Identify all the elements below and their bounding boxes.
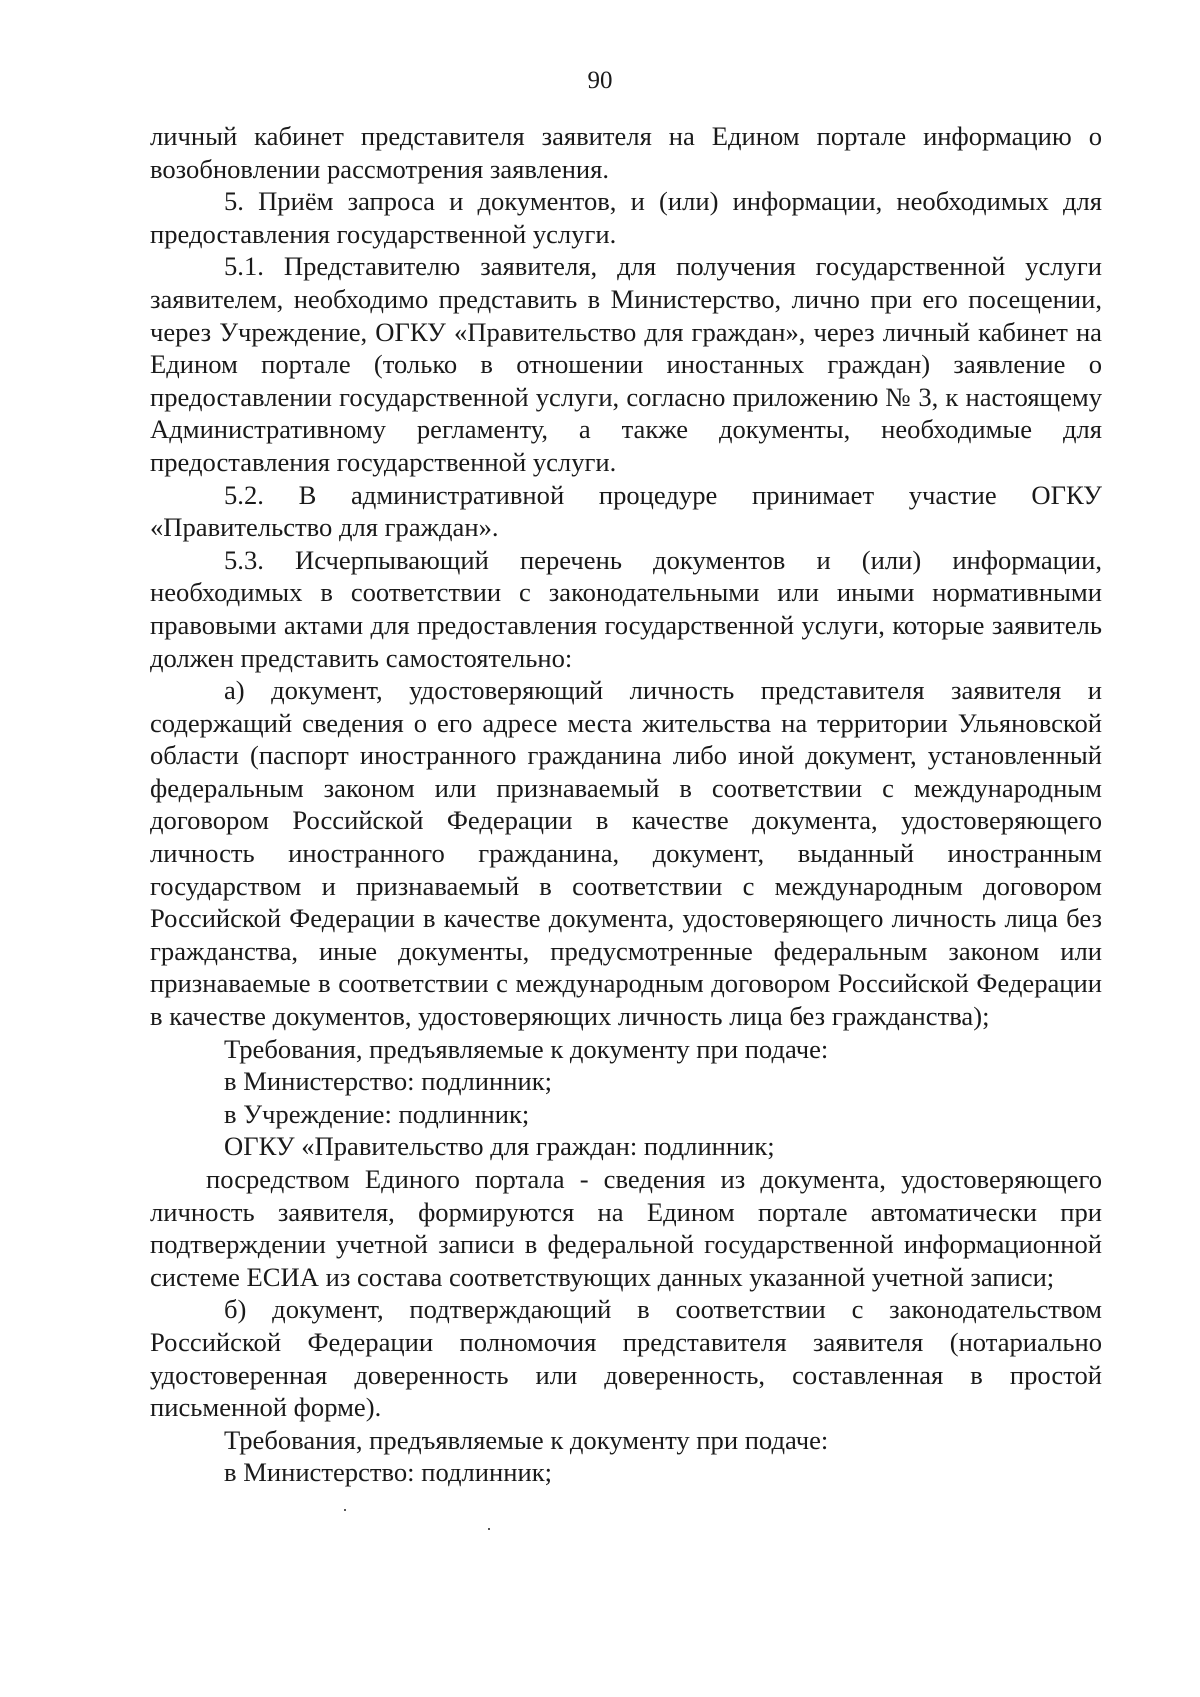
paragraph-ministry-2: в Министерство: подлинник; [224, 1457, 553, 1488]
paragraph-continuation: личный кабинет представителя заявителя на Едином портале информацию о возобновлении рассмотрения заявления. [150, 121, 1102, 184]
scan-speck [488, 1528, 490, 1530]
paragraph-requirements-2: Требования, предъявляемые к документу при подаче: [224, 1424, 829, 1455]
paragraph-item-a: а) документ, удостоверяющий личность представителя заявителя и содержащий сведения о его адресе места жительства на территории Ульяновской области (паспорт иностранного гражданина либо иной документ, установленный федеральным законом или признаваемый в соответствии с международным договором Российской Федерации в качестве документа, удостоверяющего личность иностранного гражданина, документ, выданный иностранным государством и признаваемый в соответствии с международным договором Российской Федерации в качестве документа, удостоверяющего личность лица без гражданства, иные документы, предусмотренные федеральным законом или признаваемые в соответствии с международным договором Российской Федерации в качестве документов, удостоверяющих личность лица без гражданства); [150, 675, 1102, 1032]
paragraph-portal: посредством Единого портала - сведения из документа, удостоверяющего личность заявителя, формируются на Едином портале автоматически при подтверждении учетной записи в федеральной государственной информационной системе ЕСИА из состава соответствующих данных указанной учетной записи; [150, 1164, 1102, 1292]
page-number: 90 [587, 67, 613, 94]
paragraph-item-b: б) документ, подтверждающий в соответствии с законодательством Российской Федерации полномочия представителя заявителя (нотариально удостоверенная доверенность или доверенность, составленная в простой письменной форме). [150, 1294, 1102, 1423]
paragraph-ogku: ОГКУ «Правительство для граждан: подлинник; [224, 1131, 775, 1162]
paragraph-requirements-1: Требования, предъявляемые к документу при подаче: [224, 1033, 829, 1064]
paragraph-ministry-1: в Министерство: подлинник; [224, 1066, 553, 1097]
scan-speck [344, 1509, 346, 1511]
paragraph-5-3: 5.3. Исчерпывающий перечень документов и (или) информации, необходимых в соответствии с законодательными или иными нормативными правовыми актами для предоставления государственной услуги, которые заявитель должен представить самостоятельно: [150, 544, 1102, 673]
paragraph-5-1: 5.1. Представителю заявителя, для получения государственной услуги заявителем, необходимо представить в Министерство, лично при его посещении, через Учреждение, ОГКУ «Правительство для граждан», через личный кабинет на Едином портале (только в отношении иностанных граждан) заявление о предоставлении государственной услуги, согласно приложению № 3, к настоящему Административному регламенту, а также документы, необходимые для предоставления государственной услуги. [150, 251, 1102, 477]
document-body [150, 120, 1102, 1489]
paragraph-5-2: 5.2. В административной процедуре принимает участие ОГКУ «Правительство для граждан». [150, 479, 1102, 543]
paragraph-section-5: 5. Приём запроса и документов, и (или) информации, необходимых для предоставления государственной услуги. [150, 186, 1102, 249]
paragraph-institution: в Учреждение: подлинник; [224, 1098, 530, 1129]
